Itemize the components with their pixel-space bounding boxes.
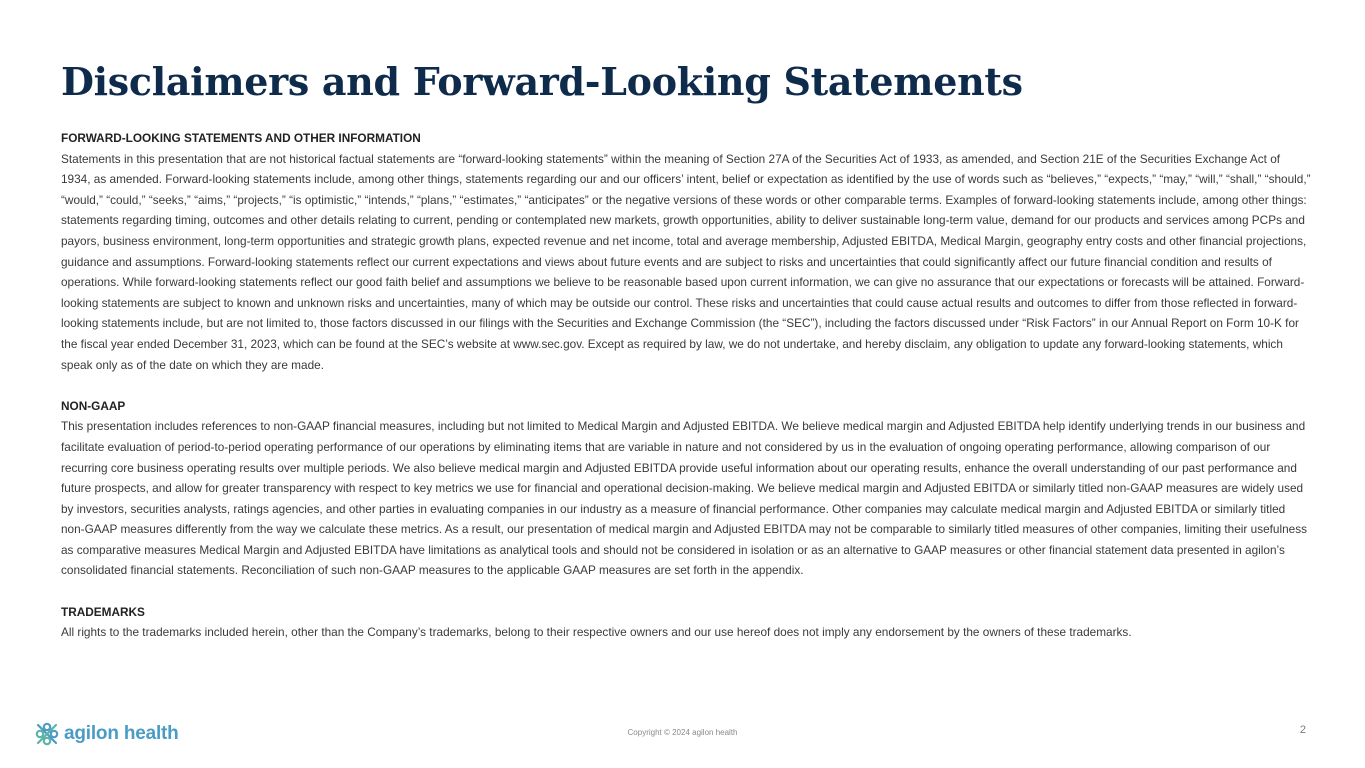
section-heading-trademarks: TRADEMARKS	[61, 604, 145, 619]
slide-title: Disclaimers and Forward-Looking Statements	[61, 59, 1023, 104]
section-body-trademarks: All rights to the trademarks included herein, other than the Company’s trademarks, belong to their respective owners and our use hereof does not imply any endorsement by the owners of these trademarks.	[61, 625, 1132, 640]
section-forward-looking	[61, 128, 1311, 375]
disclaimer-content	[61, 128, 1311, 643]
page-number: 2	[1299, 724, 1306, 736]
copyright-notice: Copyright © 2024 agilon health	[627, 728, 738, 737]
section-heading-non-gaap: NON-GAAP	[61, 398, 126, 413]
section-non-gaap	[61, 396, 1311, 581]
section-trademarks	[61, 602, 1311, 643]
section-body-forward-looking: Statements in this presentation that are not historical factual statements are “forward-looking statements” within the meaning of Section 27A of the Securities Act of 1933, as amended, and Section 21E of the Securities Exchange Act of 1934, as amended. Forward-looking statements include, among other things, statements regarding our and our officers’ intent, belief or expectation as identified by the use of words such as “believes,” “expects,” “may,” “will,” “shall,” “should,” “would,” “could,” “seeks,” “aims,” “projects,” “is optimistic,” “intends,” “plans,” “estimates,” “anticipates” or the negative versions of these words or other comparable terms. Examples of forward-looking statements include, among other things: statements regarding timing, outcomes and other details relating to current, pending or contemplated new markets, growth opportunities, ability to deliver sustainable long-term value, demand for our products and services among PCPs and payors, business environment, long-term opportunities and strategic growth plans, expected revenue and net income, total and average membership, Adjusted EBITDA, Medical Margin, geography entry costs and other financial projections, guidance and assumptions. Forward-looking statements reflect our current expectations and views about future events and are subject to risks and uncertainties that could significantly affect our future financial condition and results of operations. While forward-looking statements reflect our good faith belief and assumptions we believe to be reasonable based upon current information, we can give no assurance that our expectations or forecasts will be attained. Forward-looking statements are subject to known and unknown risks and uncertainties, many of which may be outside our control. These risks and uncertainties that could cause actual results and outcomes to differ from those reflected in forward-looking statements include, but are not limited to, those factors discussed in our filings with the Securities and Exchange Commission (the “SEC”), including the factors discussed under “Risk Factors” in our Annual Report on Form 10-K for the fiscal year ended December 31, 2023, which can be found at the SEC’s website at www.sec.gov. Except as required by law, we do not undertake, and hereby disclaim, any obligation to update any forward-looking statements, which speak only as of the date on which they are made.	[61, 151, 1311, 372]
section-heading-forward-looking: FORWARD-LOOKING STATEMENTS AND OTHER INFORMATION	[61, 131, 421, 145]
logo-wordmark: agilon health	[64, 723, 179, 744]
section-body-non-gaap: This presentation includes references to non-GAAP financial measures, including but not limited to Medical Margin and Adjusted EBITDA. We believe medical margin and Adjusted EBITDA help identify underlying trends in our business and facilitate evaluation of period-to-period operating performance of our operations by eliminating items that are variable in nature and not considered by us in the evaluation of ongoing operating performance, allowing comparison of our recurring core business operating results over multiple periods. We also believe medical margin and Adjusted EBITDA provide useful information about our operating results, enhance the overall understanding of our past performance and future prospects, and allow for greater transparency with respect to key metrics we use for financial and operational decision-making. We believe medical margin and Adjusted EBITDA or similarly titled non-GAAP measures are widely used by investors, securities analysts, ratings agencies, and other parties in evaluating companies in our industry as a measure of financial performance. Other companies may calculate medical margin and Adjusted EBITDA or similarly titled non-GAAP measures differently from the way we calculate these metrics. As a result, our presentation of medical margin and Adjusted EBITDA may not be comparable to similarly titled measures of other companies, limiting their usefulness as comparative measures Medical Margin and Adjusted EBITDA have limitations as analytical tools and should not be considered in isolation or as an alternative to GAAP measures or other financial statement data presented in agilon’s consolidated financial statements. Reconciliation of such non-GAAP measures to the applicable GAAP measures are set forth in the appendix.	[61, 419, 1308, 578]
